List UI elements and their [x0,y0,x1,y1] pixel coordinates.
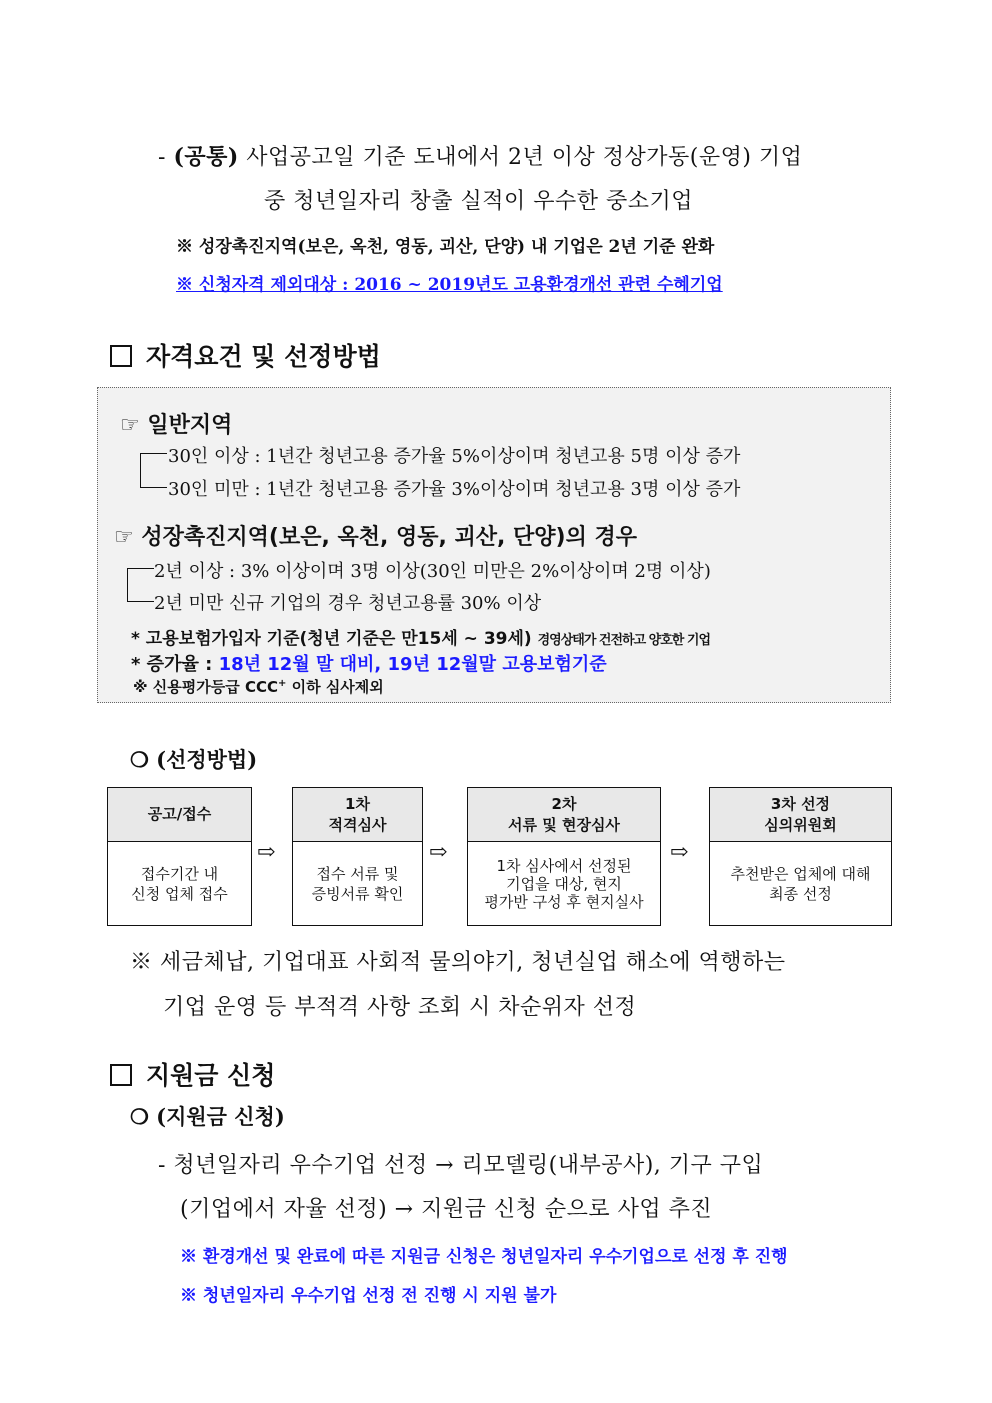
flow-step-2-body [293,843,422,925]
section-heading-qualifications-text: 자격요건 및 선정방법 [146,342,381,371]
bracket-growth [127,568,154,602]
flow-step-1-header [108,788,251,842]
flow-step-3-header [468,788,660,842]
ineligible-note-line-2: 기업 운영 등 부적격 사항 조회 시 차순위자 선정 [163,995,637,1020]
flow-step-3-head-1: 2차 [551,794,577,813]
star-note-credit [133,676,384,697]
growth-item-1: 2년 이상 : 3% 이상이며 3명 이상(30인 미만은 2%이상이며 2명 이상) [154,561,711,582]
flow-step-4-head-2: 심의위원회 [764,815,837,834]
star-note-growth-rate [131,650,607,676]
flow-step-1 [107,787,252,926]
flow-step-3-body-1: 1차 심사에서 선정된 [496,857,632,875]
flow-step-2-body-1: 접수 서류 및 [316,865,399,883]
star-note-credit-rest: 이하 심사제외 [286,678,384,696]
flow-step-3 [467,787,661,926]
section-heading-subsidy-text: 지원금 신청 [146,1061,276,1090]
star-note-growth-rate-basis: 18년 12월 말 대비, 19년 12월말 고용보험기준 [218,654,607,675]
subsidy-note-1: ※ 환경개선 및 완료에 따른 지원금 신청은 청년일자리 우수기업으로 선정 후 진행 [180,1247,788,1267]
star-note-growth-rate-prefix: * 증가율 : [131,654,219,675]
flow-step-1-body-1: 접수기간 내 [140,865,219,883]
flow-step-4-body-2: 최종 선정 [769,885,832,903]
bracket-general [140,453,167,488]
flow-step-2-head-2: 적격심사 [328,815,387,834]
star-note-credit-text: ※ 신용평가등급 CCC [133,678,278,696]
flow-step-3-body [468,843,660,925]
flow-step-4-header [710,788,891,842]
section-heading-qualifications [110,337,381,373]
flow-arrow-2-icon: ⇨ [429,840,448,865]
star-note-insurance [131,624,710,649]
flow-step-3-body-3: 평가반 구성 후 현지실사 [484,893,644,911]
checkbox-square-icon [110,1064,132,1086]
flow-arrow-1-icon: ⇨ [257,840,276,865]
flow-arrow-3-icon: ⇨ [670,840,689,865]
common-tag: (공통) [173,144,239,170]
selection-method-title: ❍ (선정방법) [130,747,258,772]
flow-step-1-body [108,843,251,925]
section-heading-subsidy [110,1056,275,1092]
subsidy-line-1: - 청년일자리 우수기업 선정 → 리모델링(내부공사), 기구 구입 [158,1153,764,1178]
flow-step-2-body-2: 증빙서류 확인 [311,885,404,903]
general-item-2: 30인 미만 : 1년간 청년고용 증가율 3%이상이며 청년고용 3명 이상 증가 [168,479,741,500]
star-note-insurance-extra: 경영상태가 건전하고 양호한 기업 [537,633,710,648]
flow-step-4-body-1: 추천받은 업체에 대해 [730,865,871,883]
growth-item-2: 2년 미만 신규 기업의 경우 청년고용률 30% 이상 [154,593,542,614]
ineligible-note-line-1: ※ 세금체납, 기업대표 사회적 물의야기, 청년실업 해소에 역행하는 [130,950,786,975]
flow-step-1-head-1: 공고/접수 [147,805,212,823]
general-item-1: 30인 이상 : 1년간 청년고용 증가율 5%이상이며 청년고용 5명 이상 증가 [168,446,741,467]
checkbox-square-icon [110,345,132,367]
flow-step-4-head-1: 3차 선정 [770,794,831,813]
subsidy-note-2: ※ 청년일자리 우수기업 선정 전 진행 시 지원 불가 [180,1286,557,1306]
intro-line-1-text: 사업공고일 기준 도내에서 2년 이상 정상가동(운영) 기업 [246,145,803,170]
intro-line-1 [158,140,802,171]
intro-note-1: ※ 성장촉진지역(보은, 옥천, 영동, 괴산, 단양) 내 기업은 2년 기준 완화 [176,237,715,257]
intro-dash: - [158,145,166,170]
star-note-insurance-text: * 고용보험가입자 기준(청년 기준은 만15세 ~ 39세) [131,629,532,649]
flow-step-2-header [293,788,422,842]
flow-step-2 [292,787,423,926]
star-note-credit-sup: + [278,678,287,689]
flow-step-3-head-2: 서류 및 현장심사 [508,815,620,834]
flow-step-4 [709,787,892,926]
subsidy-subtitle: ❍ (지원금 신청) [130,1104,285,1129]
flow-step-1-body-2: 신청 업체 접수 [131,885,228,903]
intro-note-2: ※ 신청자격 제외대상 : 2016 ~ 2019년도 고용환경개선 관련 수혜기업 [176,275,723,295]
intro-line-2: 중 청년일자리 창출 실적이 우수한 중소기업 [264,189,694,214]
growth-region-heading: ☞ 성장촉진지역(보은, 옥천, 영동, 괴산, 단양)의 경우 [114,525,638,550]
flow-step-4-body [710,843,891,925]
general-region-heading: ☞ 일반지역 [120,413,233,438]
flow-step-3-body-2: 기업을 대상, 현지 [506,875,622,893]
flow-step-2-head-1: 1차 [345,794,370,813]
subsidy-line-2: (기업에서 자율 선정) → 지원금 신청 순으로 사업 추진 [180,1197,713,1222]
